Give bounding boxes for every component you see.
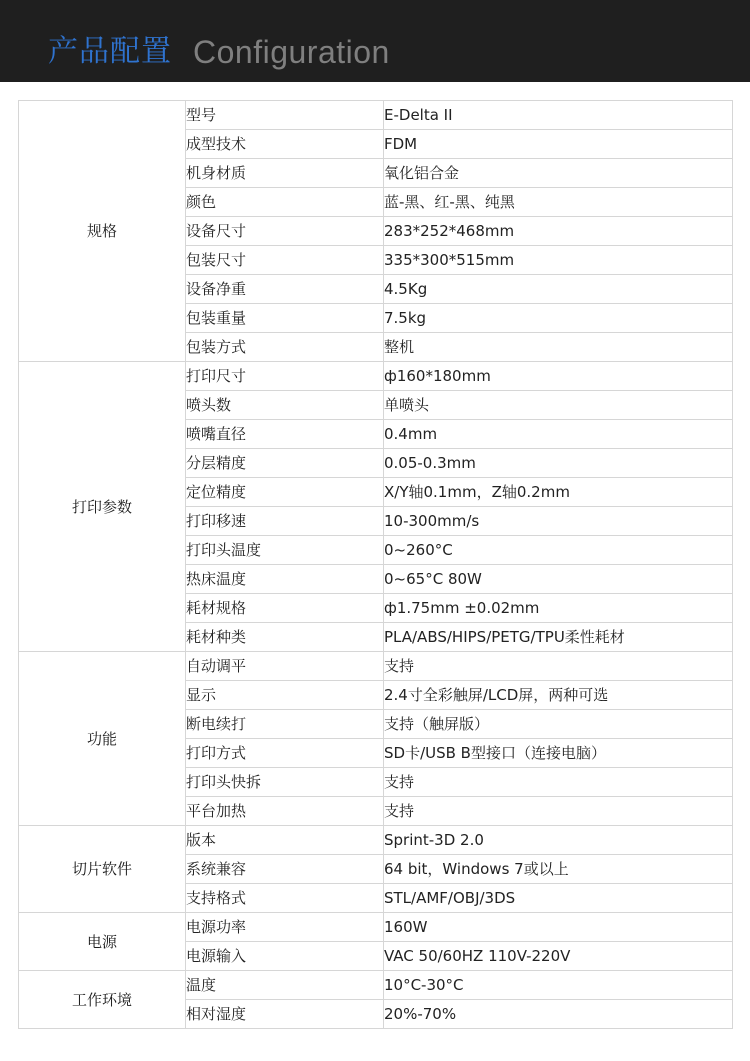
- spec-label: 打印方式: [186, 739, 384, 768]
- spec-label: 显示: [186, 681, 384, 710]
- spec-label: 版本: [186, 826, 384, 855]
- spec-label: 喷头数: [186, 391, 384, 420]
- spec-value: 10-300mm/s: [384, 507, 733, 536]
- spec-value: FDM: [384, 130, 733, 159]
- spec-value: 单喷头: [384, 391, 733, 420]
- group-label: 打印参数: [19, 362, 186, 652]
- spec-value: 64 bit，Windows 7或以上: [384, 855, 733, 884]
- spec-value: 335*300*515mm: [384, 246, 733, 275]
- spec-value: STL/AMF/OBJ/3DS: [384, 884, 733, 913]
- spec-label: 打印移速: [186, 507, 384, 536]
- spec-label: 自动调平: [186, 652, 384, 681]
- spec-value: 0~65°C 80W: [384, 565, 733, 594]
- spec-value: 整机: [384, 333, 733, 362]
- spec-label: 温度: [186, 971, 384, 1000]
- spec-label: 设备净重: [186, 275, 384, 304]
- spec-value: ф160*180mm: [384, 362, 733, 391]
- spec-value: 支持: [384, 797, 733, 826]
- group-label: 电源: [19, 913, 186, 971]
- spec-value: 20%-70%: [384, 1000, 733, 1029]
- spec-label: 定位精度: [186, 478, 384, 507]
- spec-value: SD卡/USB B型接口（连接电脑）: [384, 739, 733, 768]
- spec-value: 支持: [384, 652, 733, 681]
- spec-label: 耗材规格: [186, 594, 384, 623]
- table-row: [19, 101, 733, 130]
- group-label: 切片软件: [19, 826, 186, 913]
- group-label: 规格: [19, 101, 186, 362]
- spec-label: 包装尺寸: [186, 246, 384, 275]
- spec-label: 平台加热: [186, 797, 384, 826]
- spec-value: 支持（触屏版）: [384, 710, 733, 739]
- spec-label: 分层精度: [186, 449, 384, 478]
- spec-label: 打印头快拆: [186, 768, 384, 797]
- spec-value: 283*252*468mm: [384, 217, 733, 246]
- table-row: [19, 826, 733, 855]
- table-row: [19, 362, 733, 391]
- spec-value: 0.4mm: [384, 420, 733, 449]
- spec-label: 喷嘴直径: [186, 420, 384, 449]
- header-bar: [0, 0, 750, 82]
- spec-value: Sprint-3D 2.0: [384, 826, 733, 855]
- spec-label: 电源输入: [186, 942, 384, 971]
- spec-label: 系统兼容: [186, 855, 384, 884]
- spec-label: 耗材种类: [186, 623, 384, 652]
- spec-value: E-Delta II: [384, 101, 733, 130]
- spec-label: 成型技术: [186, 130, 384, 159]
- table-row: [19, 971, 733, 1000]
- spec-value: 2.4寸全彩触屏/LCD屏，两种可选: [384, 681, 733, 710]
- spec-label: 支持格式: [186, 884, 384, 913]
- spec-label: 断电续打: [186, 710, 384, 739]
- spec-value: 0~260°C: [384, 536, 733, 565]
- spec-label: 热床温度: [186, 565, 384, 594]
- spec-value: 支持: [384, 768, 733, 797]
- spec-label: 包装方式: [186, 333, 384, 362]
- spec-table: [18, 100, 733, 1029]
- spec-value: 0.05-0.3mm: [384, 449, 733, 478]
- spec-label: 相对湿度: [186, 1000, 384, 1029]
- spec-value: X/Y轴0.1mm，Z轴0.2mm: [384, 478, 733, 507]
- spec-table-body: [19, 101, 733, 1029]
- spec-value: 氧化铝合金: [384, 159, 733, 188]
- spec-label: 颜色: [186, 188, 384, 217]
- spec-value: 10°C-30°C: [384, 971, 733, 1000]
- spec-label: 型号: [186, 101, 384, 130]
- group-label: 工作环境: [19, 971, 186, 1029]
- spec-label: 机身材质: [186, 159, 384, 188]
- spec-value: VAC 50/60HZ 110V-220V: [384, 942, 733, 971]
- spec-label: 包装重量: [186, 304, 384, 333]
- table-row: [19, 913, 733, 942]
- spec-label: 电源功率: [186, 913, 384, 942]
- table-row: [19, 652, 733, 681]
- spec-value: 4.5Kg: [384, 275, 733, 304]
- spec-value: 蓝-黑、红-黑、纯黑: [384, 188, 733, 217]
- page-title-cn: 产品配置: [48, 34, 172, 69]
- spec-value: 7.5kg: [384, 304, 733, 333]
- group-label: 功能: [19, 652, 186, 826]
- spec-value: PLA/ABS/HIPS/PETG/TPU柔性耗材: [384, 623, 733, 652]
- spec-label: 打印尺寸: [186, 362, 384, 391]
- spec-value: ф1.75mm ±0.02mm: [384, 594, 733, 623]
- page-title-en: Configuration: [193, 34, 390, 70]
- spec-value: 160W: [384, 913, 733, 942]
- spec-label: 设备尺寸: [186, 217, 384, 246]
- spec-label: 打印头温度: [186, 536, 384, 565]
